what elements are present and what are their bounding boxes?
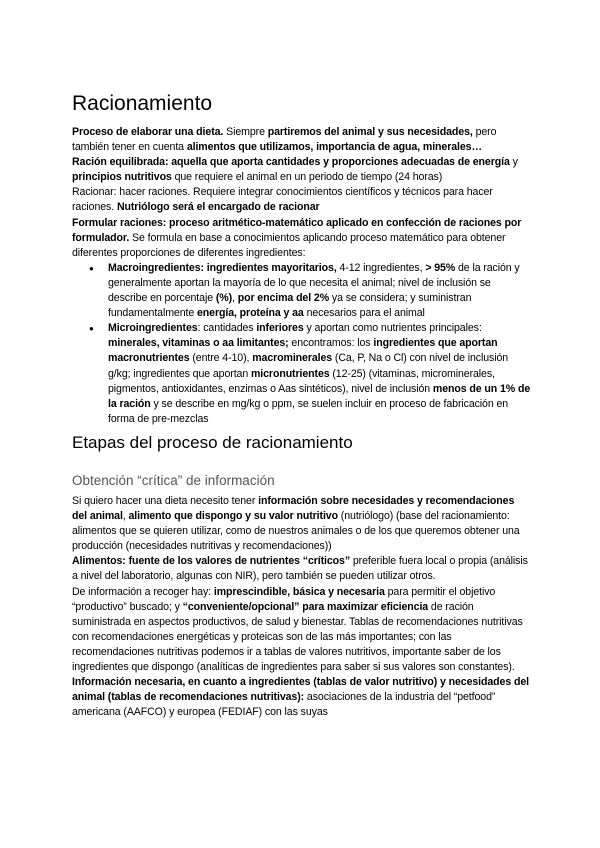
bullet-item: [108, 261, 532, 321]
paragraph: [72, 585, 532, 721]
paragraph: [72, 554, 532, 584]
bold-text-run: información sobre necesidades y recomendaciones del animal: [72, 495, 515, 523]
text-run: (Ca, P, Na o Cl) con nivel de inclusión g/kg; ingredientes que aportan: [108, 352, 509, 380]
text-run: ya se considera; y suministran fundamentalmente: [108, 292, 472, 320]
text-run: de la ración y generalmente aportan la mayoría de lo que necesita el animal; nivel de inclusión se describe en porcentaje: [108, 261, 520, 305]
text-run: (nutriólogo) (base del racionamiento: alimentos que se quieren utilizar, como de nuestros animales o de los que queremos obtener una producción (necesidades nutritivas y recomendaciones)): [72, 510, 520, 553]
text-run: encontramos: los: [288, 337, 374, 350]
bullet-list: [72, 261, 532, 427]
bold-text-run: inferiores: [256, 322, 304, 335]
text-run: ,: [122, 510, 129, 523]
text-run: preferible fuera local o propia (análisis a nivel del laboratorio, algunas con NIR), pero también se pueden utilizar otros.: [72, 555, 528, 583]
paragraph: [72, 494, 532, 554]
bold-text-run: alimento que dispongo y su valor nutritivo: [128, 510, 338, 523]
text-run: (12-25) (vitaminas, microminerales, pigmentos, antioxidantes, enzimas o Aas sintéticos), nivel de inclusión: [108, 367, 495, 395]
bold-text-run: Información necesaria, en cuanto a ingredientes (tablas de valor nutritivo) y necesidades del animal (tablas de recomendaciones nutritivas):: [72, 676, 529, 704]
section-racionamiento-body: [72, 125, 532, 427]
text-run: pero también tener en cuenta: [72, 126, 497, 154]
bold-text-run: Microingredientes: [108, 322, 198, 335]
section-etapas-body: [72, 494, 532, 720]
bold-text-run: alimentos que utilizamos, importancia de agua, minerales…: [186, 141, 482, 154]
bold-text-run: macrominerales: [252, 352, 333, 365]
bullet-item: [108, 321, 532, 427]
bold-text-run: (%): [215, 292, 233, 305]
text-run: necesarios para el animal: [303, 307, 425, 320]
bold-text-run: Proceso de elaborar una dieta.: [72, 126, 224, 138]
bold-text-run: imprescindible, básica y necesaria: [213, 585, 385, 598]
bold-text-run: micronutrientes: [250, 367, 330, 380]
text-run: que requiere el animal en un periodo de tiempo (24 horas): [171, 171, 443, 184]
bold-text-run: energía, proteína y aa: [197, 307, 304, 320]
text-run: para permitir el objetivo “productivo” buscado; y: [72, 585, 496, 613]
page-title: Racionamiento: [72, 92, 213, 115]
text-run: 4-12 ingredientes,: [336, 261, 426, 274]
subsection-heading: Obtención “crítica” de información: [72, 473, 275, 488]
bold-text-run: Formular raciones: proceso aritmético-matemático aplicado en confección de raciones por formulador.: [72, 216, 522, 244]
paragraph: [72, 125, 532, 155]
text-run: : cantidades: [197, 322, 257, 335]
bold-text-run: ingredientes que aportan macronutrientes: [108, 337, 498, 365]
paragraph: [72, 185, 532, 215]
bold-text-run: “conveniente/opcional” para maximizar eficiencia: [182, 600, 429, 613]
bold-text-run: Ración equilibrada: aquella que aporta cantidades y proporciones adecuadas de energía: [72, 156, 510, 169]
text-run: (entre 4-10),: [189, 352, 253, 365]
text-run: y se describe en mg/kg o ppm, se suelen incluir en proceso de fabricación en forma de pre-mezclas: [108, 397, 509, 425]
bold-text-run: minerales, vitaminas o aa limitantes;: [108, 337, 289, 350]
paragraph: [72, 155, 532, 185]
text-run: Si quiero hacer una dieta necesito tener: [72, 495, 259, 507]
bold-text-run: Macroingredientes: ingredientes mayoritarios,: [108, 261, 337, 274]
text-run: Se formula en base a conocimientos aplicando proceso matemático para obtener diferentes proporciones de diferentes ingredientes:: [72, 231, 506, 259]
text-run: ,: [232, 292, 238, 305]
text-run: asociaciones de la industria del “petfood” americana (AAFCO) y europea (FEDIAF) con las suyas: [72, 691, 496, 719]
text-run: Siempre: [223, 126, 268, 138]
bold-text-run: Nutriólogo será el encargado de racionar: [116, 201, 320, 214]
section-heading: Etapas del proceso de racionamiento: [72, 433, 353, 452]
bold-text-run: por encima del 2%: [237, 292, 330, 305]
bold-text-run: principios nutritivos: [72, 171, 172, 184]
text-run: Racionar: hacer raciones. Requiere integrar conocimientos científicos y técnicos para hacer raciones.: [72, 186, 493, 214]
bold-text-run: partiremos del animal y sus necesidades,: [267, 126, 473, 138]
text-run: y aportan como nutrientes principales:: [303, 322, 482, 335]
text-run: De información a recoger hay:: [72, 585, 214, 598]
bold-text-run: > 95%: [425, 261, 456, 274]
text-run: de ración suministrada en aspectos productivos, de salud y bienestar. Tablas de recomendaciones nutritivas con recomendaciones energéticas y proteicas son de las más importantes; con las recomendaciones nutritivas podemos ir a tablas de valores nutritivos, importante saber de los ingredientes que dispongo (analíticas de ingredientes para saber si sus valores son constantes).: [72, 600, 523, 674]
bold-text-run: menos de un 1% de la ración: [108, 382, 531, 410]
bold-text-run: Alimentos: fuente de los valores de nutrientes “críticos”: [72, 555, 351, 568]
text-run: y: [509, 156, 518, 169]
paragraph: [72, 216, 532, 261]
